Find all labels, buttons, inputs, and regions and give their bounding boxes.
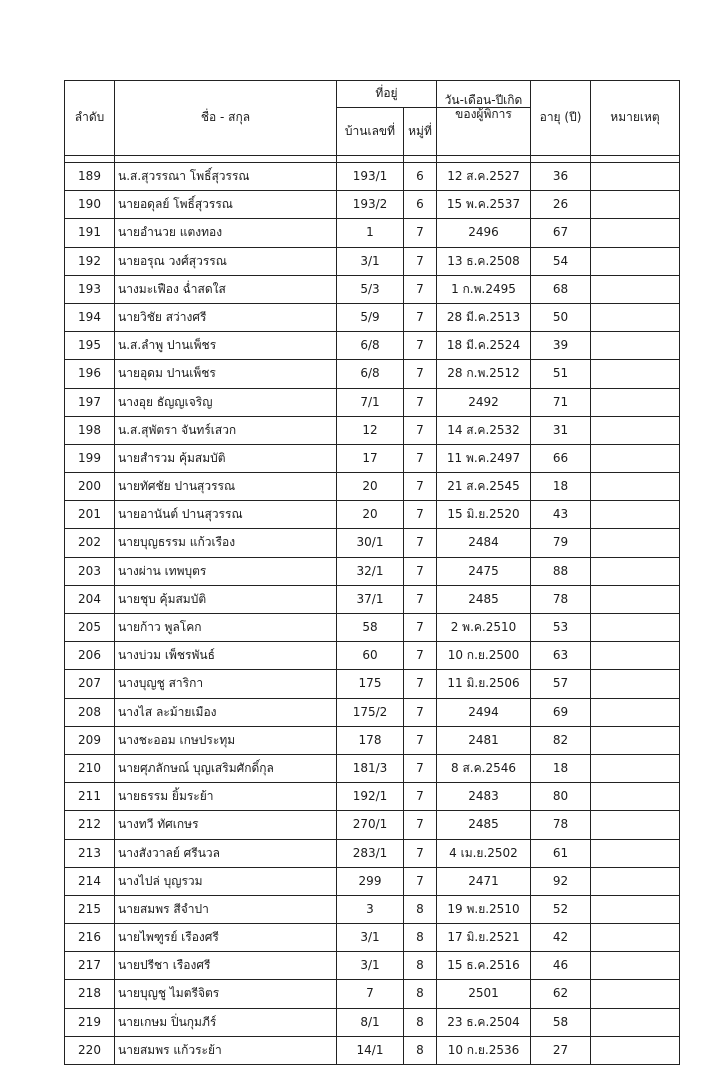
cell-seq: 204	[65, 585, 115, 613]
cell-village: 8	[404, 980, 437, 1008]
cell-house-no: 299	[337, 867, 404, 895]
header-address: ที่อยู่	[337, 81, 437, 108]
header-age: อายุ (ปี)	[531, 81, 591, 156]
cell-name: นายสมพร สีจำปา	[115, 895, 337, 923]
cell-name: น.ส.ลำพู ปานเพ็ชร	[115, 332, 337, 360]
cell-village: 7	[404, 839, 437, 867]
cell-age: 88	[531, 557, 591, 585]
header-birth-sub: ของผู้พิการ	[437, 108, 531, 156]
cell-name: นายทัศชัย ปานสุวรรณ	[115, 473, 337, 501]
cell-remark	[591, 332, 680, 360]
cell-seq: 189	[65, 163, 115, 191]
cell-remark	[591, 811, 680, 839]
cell-age: 58	[531, 1008, 591, 1036]
header-seq: ลำดับ	[65, 81, 115, 156]
cell-seq: 197	[65, 388, 115, 416]
cell-age: 54	[531, 247, 591, 275]
cell-village: 7	[404, 360, 437, 388]
cell-name: นายอุดม ปานเพ็ชร	[115, 360, 337, 388]
cell-birth-date: 18 มี.ค.2524	[437, 332, 531, 360]
cell-remark	[591, 191, 680, 219]
cell-village: 8	[404, 924, 437, 952]
table-row	[65, 614, 680, 642]
cell-village: 7	[404, 416, 437, 444]
cell-village: 7	[404, 501, 437, 529]
cell-house-no: 1	[337, 219, 404, 247]
cell-village: 8	[404, 1008, 437, 1036]
cell-age: 82	[531, 726, 591, 754]
cell-house-no: 8/1	[337, 1008, 404, 1036]
header-remark: หมายเหตุ	[591, 81, 680, 156]
cell-seq: 214	[65, 867, 115, 895]
header-name: ชื่อ - สกุล	[115, 81, 337, 156]
cell-house-no: 3/1	[337, 247, 404, 275]
cell-seq: 196	[65, 360, 115, 388]
cell-house-no: 192/1	[337, 783, 404, 811]
cell-house-no: 175/2	[337, 698, 404, 726]
table-row	[65, 247, 680, 275]
cell-age: 79	[531, 529, 591, 557]
cell-village: 7	[404, 444, 437, 472]
cell-name: นายบุญชู ไมตรีจิตร	[115, 980, 337, 1008]
cell-age: 42	[531, 924, 591, 952]
cell-birth-date: 15 พ.ค.2537	[437, 191, 531, 219]
cell-house-no: 12	[337, 416, 404, 444]
cell-village: 7	[404, 473, 437, 501]
table-row	[65, 952, 680, 980]
cell-house-no: 20	[337, 501, 404, 529]
cell-seq: 206	[65, 642, 115, 670]
cell-seq: 212	[65, 811, 115, 839]
cell-birth-date: 2471	[437, 867, 531, 895]
table-row	[65, 529, 680, 557]
cell-remark	[591, 1008, 680, 1036]
cell-birth-date: 11 มิ.ย.2506	[437, 670, 531, 698]
cell-village: 7	[404, 698, 437, 726]
cell-age: 66	[531, 444, 591, 472]
cell-house-no: 32/1	[337, 557, 404, 585]
cell-seq: 202	[65, 529, 115, 557]
cell-seq: 200	[65, 473, 115, 501]
cell-remark	[591, 924, 680, 952]
cell-village: 7	[404, 614, 437, 642]
cell-birth-date: 8 ส.ค.2546	[437, 754, 531, 782]
cell-seq: 203	[65, 557, 115, 585]
cell-house-no: 3/1	[337, 952, 404, 980]
cell-village: 7	[404, 529, 437, 557]
table-row	[65, 557, 680, 585]
cell-remark	[591, 867, 680, 895]
table-row	[65, 360, 680, 388]
table-row	[65, 473, 680, 501]
table-row	[65, 1036, 680, 1064]
cell-house-no: 3/1	[337, 924, 404, 952]
cell-seq: 209	[65, 726, 115, 754]
cell-seq: 219	[65, 1008, 115, 1036]
cell-house-no: 20	[337, 473, 404, 501]
cell-name: นายก้าว พูลโคก	[115, 614, 337, 642]
cell-seq: 195	[65, 332, 115, 360]
cell-name: นางชะออม เกษประทุม	[115, 726, 337, 754]
cell-house-no: 181/3	[337, 754, 404, 782]
cell-name: นายอดุลย์ โพธิ์สุวรรณ	[115, 191, 337, 219]
cell-name: นางทวี ทัศเกษร	[115, 811, 337, 839]
cell-age: 62	[531, 980, 591, 1008]
cell-birth-date: 1 ก.พ.2495	[437, 275, 531, 303]
cell-remark	[591, 980, 680, 1008]
cell-village: 7	[404, 275, 437, 303]
cell-seq: 211	[65, 783, 115, 811]
cell-birth-date: 12 ส.ค.2527	[437, 163, 531, 191]
table-row	[65, 783, 680, 811]
cell-birth-date: 2475	[437, 557, 531, 585]
cell-house-no: 193/1	[337, 163, 404, 191]
cell-age: 61	[531, 839, 591, 867]
cell-name: นางมะเฟือง ฉ่ำสดใส	[115, 275, 337, 303]
cell-village: 7	[404, 332, 437, 360]
cell-age: 18	[531, 473, 591, 501]
table-row	[65, 163, 680, 191]
cell-age: 31	[531, 416, 591, 444]
cell-birth-date: 15 ธ.ค.2516	[437, 952, 531, 980]
cell-birth-date: 13 ธ.ค.2508	[437, 247, 531, 275]
cell-house-no: 30/1	[337, 529, 404, 557]
cell-age: 43	[531, 501, 591, 529]
cell-birth-date: 2483	[437, 783, 531, 811]
cell-remark	[591, 275, 680, 303]
cell-seq: 207	[65, 670, 115, 698]
cell-age: 68	[531, 275, 591, 303]
cell-age: 78	[531, 585, 591, 613]
cell-remark	[591, 529, 680, 557]
cell-age: 63	[531, 642, 591, 670]
cell-name: นายชุบ คุ้มสมบัติ	[115, 585, 337, 613]
cell-house-no: 178	[337, 726, 404, 754]
cell-age: 78	[531, 811, 591, 839]
cell-birth-date: 2501	[437, 980, 531, 1008]
cell-remark	[591, 783, 680, 811]
cell-age: 26	[531, 191, 591, 219]
table-row	[65, 895, 680, 923]
cell-name: นางไส ละม้ายเมือง	[115, 698, 337, 726]
cell-remark	[591, 614, 680, 642]
cell-seq: 198	[65, 416, 115, 444]
cell-remark	[591, 585, 680, 613]
cell-age: 18	[531, 754, 591, 782]
table-row	[65, 839, 680, 867]
cell-name: นายปรีชา เรืองศรี	[115, 952, 337, 980]
cell-village: 8	[404, 895, 437, 923]
cell-name: นายวิชัย สว่างศรี	[115, 303, 337, 331]
cell-village: 7	[404, 585, 437, 613]
table-row	[65, 416, 680, 444]
cell-house-no: 3	[337, 895, 404, 923]
cell-seq: 205	[65, 614, 115, 642]
table-row	[65, 275, 680, 303]
cell-seq: 192	[65, 247, 115, 275]
cell-remark	[591, 670, 680, 698]
cell-birth-date: 10 ก.ย.2500	[437, 642, 531, 670]
cell-remark	[591, 416, 680, 444]
cell-house-no: 270/1	[337, 811, 404, 839]
cell-village: 7	[404, 303, 437, 331]
cell-remark	[591, 895, 680, 923]
cell-birth-date: 4 เม.ย.2502	[437, 839, 531, 867]
cell-village: 6	[404, 191, 437, 219]
cell-birth-date: 14 ส.ค.2532	[437, 416, 531, 444]
cell-seq: 220	[65, 1036, 115, 1064]
table-row	[65, 219, 680, 247]
cell-birth-date: 2485	[437, 585, 531, 613]
cell-remark	[591, 444, 680, 472]
cell-age: 52	[531, 895, 591, 923]
cell-birth-date: 2 พ.ค.2510	[437, 614, 531, 642]
cell-birth-date: 23 ธ.ค.2504	[437, 1008, 531, 1036]
cell-name: นางผ่าน เทพบุตร	[115, 557, 337, 585]
cell-house-no: 175	[337, 670, 404, 698]
cell-house-no: 14/1	[337, 1036, 404, 1064]
cell-village: 7	[404, 557, 437, 585]
table-row	[65, 698, 680, 726]
cell-age: 67	[531, 219, 591, 247]
cell-house-no: 283/1	[337, 839, 404, 867]
cell-village: 7	[404, 670, 437, 698]
cell-village: 7	[404, 783, 437, 811]
cell-house-no: 6/8	[337, 332, 404, 360]
cell-house-no: 17	[337, 444, 404, 472]
cell-village: 6	[404, 163, 437, 191]
cell-house-no: 7	[337, 980, 404, 1008]
table-row	[65, 585, 680, 613]
cell-seq: 199	[65, 444, 115, 472]
cell-name: นางสังวาลย์ ศรีนวล	[115, 839, 337, 867]
cell-birth-date: 28 มี.ค.2513	[437, 303, 531, 331]
cell-seq: 191	[65, 219, 115, 247]
cell-birth-date: 21 ส.ค.2545	[437, 473, 531, 501]
cell-remark	[591, 473, 680, 501]
cell-remark	[591, 163, 680, 191]
cell-remark	[591, 726, 680, 754]
cell-age: 51	[531, 360, 591, 388]
table-row	[65, 924, 680, 952]
cell-name: นางบ่วม เพ็ชรพันธ์	[115, 642, 337, 670]
cell-age: 53	[531, 614, 591, 642]
cell-village: 7	[404, 388, 437, 416]
cell-seq: 210	[65, 754, 115, 782]
cell-birth-date: 10 ก.ย.2536	[437, 1036, 531, 1064]
cell-seq: 217	[65, 952, 115, 980]
cell-birth-date: 2496	[437, 219, 531, 247]
table-row	[65, 1008, 680, 1036]
table-header	[65, 81, 680, 156]
cell-seq: 215	[65, 895, 115, 923]
cell-name: นายอานันต์ ปานสุวรรณ	[115, 501, 337, 529]
cell-name: นางไปล่ บุญรวม	[115, 867, 337, 895]
cell-seq: 194	[65, 303, 115, 331]
table-row	[65, 501, 680, 529]
cell-remark	[591, 952, 680, 980]
cell-name: นายอรุณ วงศ์สุวรรณ	[115, 247, 337, 275]
table-row	[65, 444, 680, 472]
cell-seq: 213	[65, 839, 115, 867]
cell-remark	[591, 388, 680, 416]
cell-age: 36	[531, 163, 591, 191]
cell-name: นายเกษม ปิ่นกุมภีร์	[115, 1008, 337, 1036]
cell-village: 7	[404, 811, 437, 839]
cell-remark	[591, 839, 680, 867]
cell-seq: 216	[65, 924, 115, 952]
table-body	[65, 163, 680, 1065]
header-birth: วัน-เดือน-ปีเกิด	[437, 81, 531, 108]
cell-birth-date: 28 ก.พ.2512	[437, 360, 531, 388]
cell-remark	[591, 247, 680, 275]
cell-age: 50	[531, 303, 591, 331]
cell-village: 7	[404, 867, 437, 895]
cell-name: นางอุย ธัญญเจริญ	[115, 388, 337, 416]
cell-name: นายไพฑูรย์ เรืองศรี	[115, 924, 337, 952]
cell-age: 71	[531, 388, 591, 416]
cell-village: 7	[404, 726, 437, 754]
cell-remark	[591, 754, 680, 782]
cell-age: 39	[531, 332, 591, 360]
cell-remark	[591, 698, 680, 726]
cell-seq: 208	[65, 698, 115, 726]
table-row	[65, 642, 680, 670]
cell-birth-date: 2485	[437, 811, 531, 839]
cell-birth-date: 2481	[437, 726, 531, 754]
cell-name: นายสมพร แก้วระย้า	[115, 1036, 337, 1064]
cell-village: 7	[404, 754, 437, 782]
cell-house-no: 37/1	[337, 585, 404, 613]
table-row	[65, 670, 680, 698]
cell-birth-date: 2492	[437, 388, 531, 416]
cell-age: 80	[531, 783, 591, 811]
header-spacer	[65, 156, 680, 163]
cell-village: 8	[404, 952, 437, 980]
cell-house-no: 5/9	[337, 303, 404, 331]
cell-name: นายธรรม ยิ้มระย้า	[115, 783, 337, 811]
registry-table	[64, 80, 680, 1065]
cell-age: 46	[531, 952, 591, 980]
cell-birth-date: 11 พ.ค.2497	[437, 444, 531, 472]
cell-remark	[591, 219, 680, 247]
table-row	[65, 191, 680, 219]
cell-remark	[591, 642, 680, 670]
cell-birth-date: 17 มิ.ย.2521	[437, 924, 531, 952]
cell-village: 7	[404, 247, 437, 275]
table-row	[65, 811, 680, 839]
table-row	[65, 332, 680, 360]
cell-birth-date: 2484	[437, 529, 531, 557]
cell-birth-date: 15 มิ.ย.2520	[437, 501, 531, 529]
table-row	[65, 388, 680, 416]
header-house-no: บ้านเลขที่	[337, 108, 404, 156]
cell-name: น.ส.สุพัตรา จันทร์เสวก	[115, 416, 337, 444]
cell-age: 92	[531, 867, 591, 895]
cell-name: นายสำรวม คุ้มสมบัติ	[115, 444, 337, 472]
cell-seq: 193	[65, 275, 115, 303]
cell-birth-date: 19 พ.ย.2510	[437, 895, 531, 923]
cell-name: นายอำนวย แตงทอง	[115, 219, 337, 247]
cell-village: 7	[404, 219, 437, 247]
cell-name: น.ส.สุวรรณา โพธิ์สุวรรณ	[115, 163, 337, 191]
cell-seq: 190	[65, 191, 115, 219]
cell-seq: 218	[65, 980, 115, 1008]
cell-remark	[591, 360, 680, 388]
cell-age: 27	[531, 1036, 591, 1064]
table-row	[65, 754, 680, 782]
header-village: หมู่ที่	[404, 108, 437, 156]
cell-name: นางบุญชู สาริกา	[115, 670, 337, 698]
cell-age: 69	[531, 698, 591, 726]
cell-name: นายบุญธรรม แก้วเรือง	[115, 529, 337, 557]
cell-remark	[591, 1036, 680, 1064]
table-row	[65, 980, 680, 1008]
cell-house-no: 7/1	[337, 388, 404, 416]
cell-remark	[591, 557, 680, 585]
cell-village: 7	[404, 642, 437, 670]
cell-village: 8	[404, 1036, 437, 1064]
cell-name: นายศุภลักษณ์ บุญเสริมศักดิ์กุล	[115, 754, 337, 782]
cell-remark	[591, 501, 680, 529]
table-row	[65, 303, 680, 331]
cell-house-no: 5/3	[337, 275, 404, 303]
cell-age: 57	[531, 670, 591, 698]
cell-birth-date: 2494	[437, 698, 531, 726]
table-row	[65, 726, 680, 754]
cell-house-no: 58	[337, 614, 404, 642]
cell-house-no: 193/2	[337, 191, 404, 219]
cell-house-no: 60	[337, 642, 404, 670]
table-row	[65, 867, 680, 895]
cell-seq: 201	[65, 501, 115, 529]
cell-remark	[591, 303, 680, 331]
cell-house-no: 6/8	[337, 360, 404, 388]
